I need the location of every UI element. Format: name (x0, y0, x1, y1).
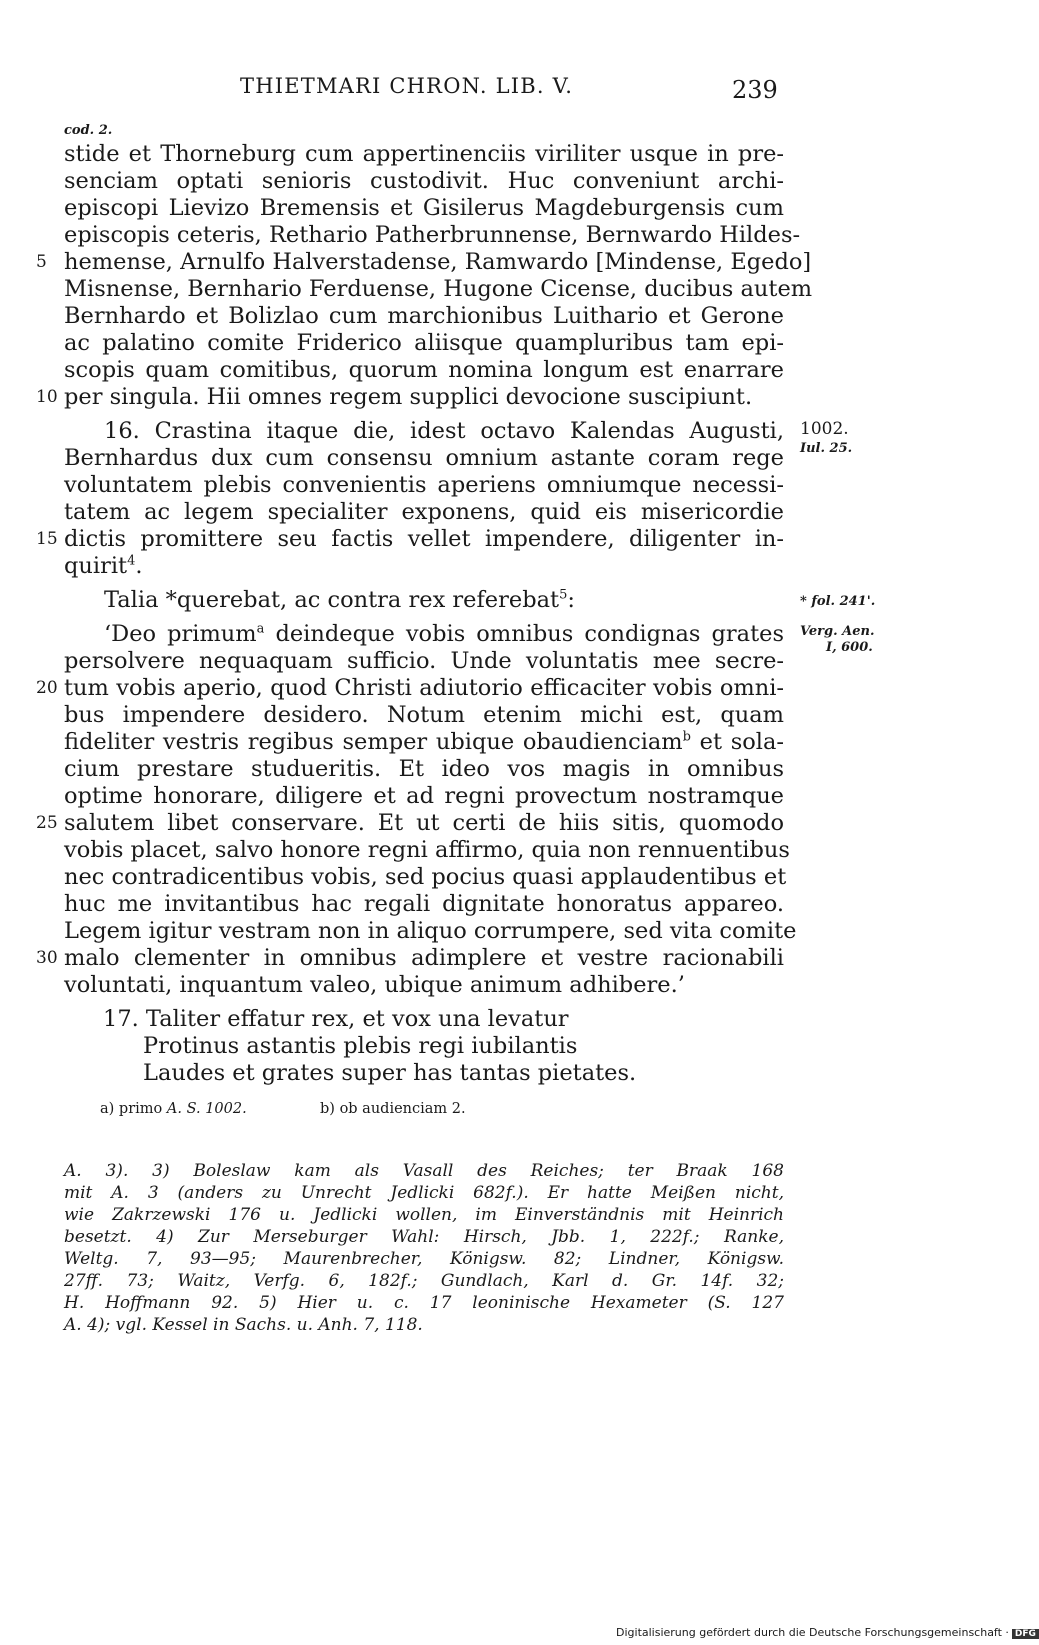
text-line: optime honorare, diligere et ad regni provectum nostramque (64, 783, 784, 809)
footnote-line: H. Hoffmann 92. 5) Hier u. c. 17 leoninische Hexameter (S. 127 (64, 1293, 784, 1313)
manuscript-reference: cod. 2. (64, 123, 113, 138)
margin-source (800, 624, 875, 639)
footnote-line: A. 4); vgl. Kessel in Sachs. u. Anh. 7, 118. (64, 1315, 423, 1335)
text-line: cium prestare studueritis. Et ideo vos magis in omnibus (64, 756, 784, 782)
text-segment: : (567, 587, 575, 613)
text-line: bus impendere desidero. Notum etenim michi est, quam (64, 702, 784, 728)
text-line: episcopis ceteris, Rethario Patherbrunnense, Bernwardo Hildes- (64, 222, 801, 248)
margin-date (800, 441, 852, 456)
margin-folio (800, 594, 875, 609)
text-line: Bernhardo et Bolizlao cum marchionibus Luithario et Gerone (64, 303, 784, 329)
text-line: stide et Thorneburg cum appertinenciis viriliter usque in pre- (64, 141, 784, 167)
margin-source (826, 640, 873, 655)
text-segment: quirit (64, 553, 128, 579)
digitization-footer (616, 1626, 1039, 1639)
text-line: Misnense, Bernhario Ferduense, Hugone Cicense, ducibus autem (64, 276, 813, 302)
line-number: 20 (36, 678, 58, 698)
note-source: A. S. 1002. (166, 1101, 247, 1117)
text-line: 16. Crastina itaque die, idest octavo Kalendas Augusti, (104, 418, 784, 444)
verse-line: Laudes et grates super has tantas pietates. (143, 1060, 637, 1086)
text-segment: Talia *querebat, ac contra rex referebat (104, 587, 560, 613)
footnote-marker: 4 (127, 553, 136, 569)
margin-folio-text: * fol. 241'. (800, 594, 876, 609)
text-segment: . (135, 553, 143, 579)
text-line: senciam optati senioris custodivit. Huc conveniunt archi- (64, 168, 784, 194)
text-line: ac palatino comite Friderico aliisque quampluribus tam epi- (64, 330, 784, 356)
running-header (0, 74, 1000, 108)
text-line: voluntatem plebis convenientis aperiens omniumque necessi- (64, 472, 784, 498)
margin-source-1: Verg. Aen. (800, 624, 875, 639)
text-segment: fideliter vestris regibus semper ubique obaudienciam (64, 729, 683, 755)
text-line (64, 552, 784, 580)
text-line: tum vobis aperio, quod Christi adiutorio efficaciter vobis omni- (64, 675, 784, 701)
text-line: episcopi Lievizo Bremensis et Gisilerus Magdeburgensis cum (64, 195, 784, 221)
verse-line: Protinus astantis plebis regi iubilantis (143, 1033, 578, 1059)
text-line (104, 586, 784, 614)
text-line: tatem ac legem specialiter exponens, quid eis misericordie (64, 499, 784, 525)
margin-year (800, 419, 849, 439)
dfg-logo: DFG (1012, 1629, 1039, 1639)
footnote-line: wie Zakrzewski 176 u. Jedlicki wollen, im Einverständnis mit Heinrich (64, 1205, 784, 1225)
text-line: persolvere nequaquam sufficio. Unde voluntatis mee secre- (64, 648, 784, 674)
text-line: scopis quam comitibus, quorum nomina longum est enarrare (64, 357, 784, 383)
footnote-line: A. 3). 3) Boleslaw kam als Vasall des Reiches; ter Braak 168 (64, 1161, 784, 1181)
margin-year-text: 1002. (800, 419, 849, 439)
note-label: a) (100, 1101, 115, 1117)
line-number: 30 (36, 948, 58, 968)
footnote-line: mit A. 3 (anders zu Unrecht Jedlicki 682f.). Er hatte Meißen nicht, (64, 1183, 784, 1203)
line-number: 25 (36, 813, 58, 833)
page-number: 239 (732, 76, 778, 104)
text-line: hemense, Arnulfo Halverstadense, Ramwardo [Mindense, Egedo] (64, 249, 812, 275)
text-line: salutem libet conservare. Et ut certi de hiis sitis, quomodo (64, 810, 784, 836)
line-number: 10 (36, 387, 58, 407)
text-line: voluntati, inquantum valeo, ubique animum adhibere.’ (64, 972, 685, 998)
text-line: nec contradicentibus vobis, sed pocius quasi applaudentibus et (64, 864, 787, 890)
footer-text: Digitalisierung gefördert durch die Deutsche Forschungsgemeinschaft · (616, 1626, 1009, 1639)
text-line (104, 620, 784, 648)
running-title: THIETMARI CHRON. LIB. V. (240, 74, 574, 98)
text-segment: deindeque vobis omnibus condignas grates (264, 621, 785, 647)
text-line: dictis promittere seu factis vellet impendere, diligenter in- (64, 526, 784, 552)
footnote-line: besetzt. 4) Zur Merseburger Wahl: Hirsch, Jbb. 1, 222f.; Ranke, (64, 1227, 784, 1247)
text-line: Legem igitur vestram non in aliquo corrumpere, sed vita comite (64, 918, 797, 944)
line-number: 15 (36, 529, 58, 549)
text-line (64, 728, 784, 756)
critical-note-b (320, 1101, 466, 1117)
margin-source-2: I, 600. (826, 640, 873, 655)
note-text: ob audienciam 2. (339, 1101, 466, 1117)
footnote-line: Weltg. 7, 93—95; Maurenbrecher, Königsw. 82; Lindner, Königsw. (64, 1249, 784, 1269)
line-number: 5 (36, 252, 47, 272)
text-line: vobis placet, salvo honore regni affirmo, quia non rennuentibus (64, 837, 790, 863)
verse-line: 17. Taliter effatur rex, et vox una levatur (103, 1006, 569, 1032)
text-line: per singula. Hii omnes regem supplici devocione suscipiunt. (64, 384, 753, 410)
text-line: Bernhardus dux cum consensu omnium astante coram rege (64, 445, 784, 471)
footnote-marker: 5 (559, 587, 568, 603)
text-segment: et sola- (690, 729, 784, 755)
apparatus-marker: a (256, 621, 265, 637)
text-line: huc me invitantibus hac regali dignitate honoratus appareo. (64, 891, 784, 917)
note-label: b) (320, 1101, 335, 1117)
note-text: primo (118, 1101, 163, 1117)
footnote-line: 27ff. 73; Waitz, Verfg. 6, 182f.; Gundlach, Karl d. Gr. 14f. 32; (64, 1271, 784, 1291)
margin-date-text: Iul. 25. (800, 441, 853, 456)
critical-note-a (100, 1101, 247, 1117)
apparatus-marker: b (682, 729, 691, 745)
text-segment: ‘Deo primum (104, 621, 257, 647)
text-line: malo clementer in omnibus adimplere et vestre racionabili (64, 945, 784, 971)
